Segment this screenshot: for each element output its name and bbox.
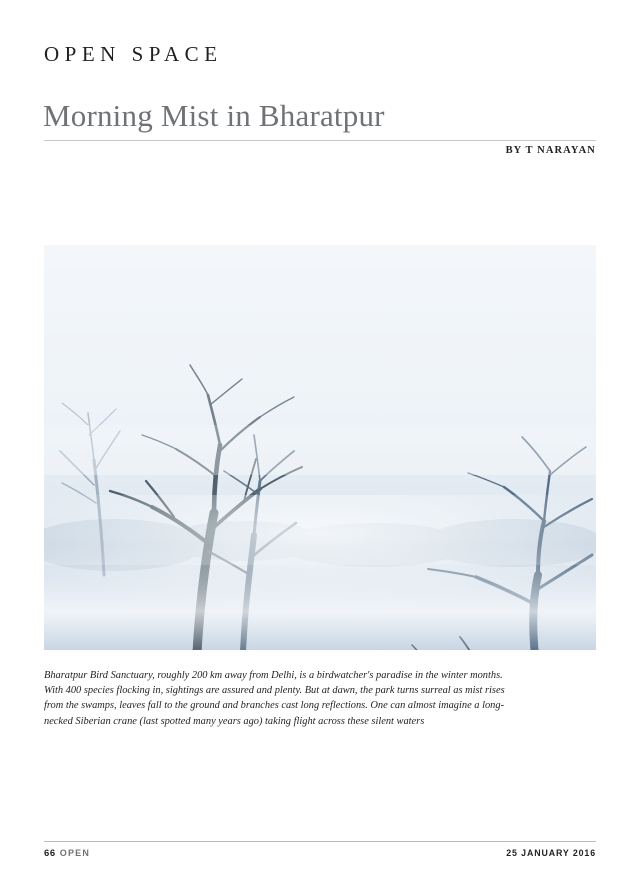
feature-photograph [44,245,596,650]
byline-divider [44,140,596,141]
page-folio [44,848,90,859]
folio-number: 66 [44,848,56,859]
footer-divider [44,841,596,842]
issue-date: 25 JANUARY 2016 [506,848,596,858]
magazine-name: OPEN [59,848,91,858]
section-kicker: OPEN SPACE [44,42,223,66]
byline: BY T NARAYAN [505,145,596,156]
page-title: Morning Mist in Bharatpur [43,98,385,133]
photo-caption: Bharatpur Bird Sanctuary, roughly 200 km away from Delhi, is a birdwatcher's paradise in the winter months. With 400 species flocking in, sightings are assured and plenty. But at dawn, the park turns surreal as mist rises from the swamps, leaves fall to the ground and branches cast long reflections. One can almost imagine a long-necked Siberian crane (last spotted many years ago) taking flight across these silent waters [44,670,505,727]
